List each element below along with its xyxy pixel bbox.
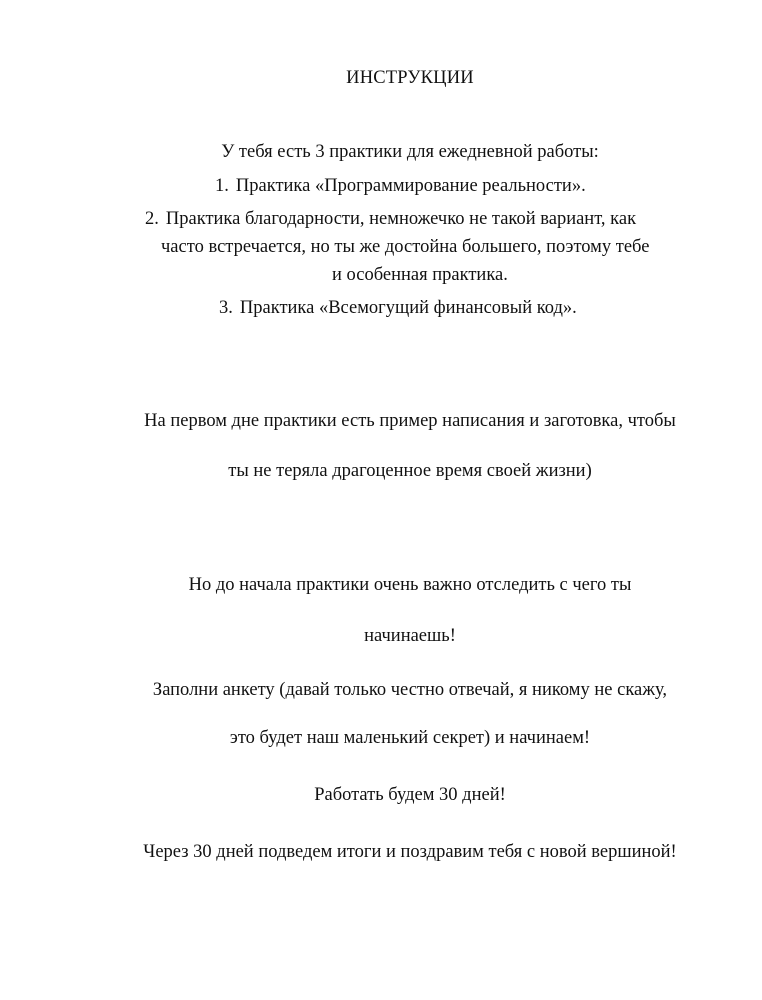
practice-number: 2.: [145, 209, 159, 229]
intro-text: У тебя есть 3 практики для ежедневной работы:: [221, 142, 599, 162]
paragraph-1-line-1: На первом дне практики есть пример написания и заготовка, чтобы: [144, 411, 676, 431]
practice-number: 1.: [215, 176, 229, 196]
page-title: ИНСТРУКЦИИ: [346, 68, 474, 88]
practice-text-line-1: Практика благодарности, немножечко не такой вариант, как: [165, 209, 637, 229]
practice-item-2: [145, 205, 715, 289]
practice-number: 3.: [219, 298, 233, 318]
practice-item-3: [219, 294, 577, 322]
paragraph-2-line-1: Но до начала практики очень важно отследить с чего ты: [188, 575, 632, 595]
paragraph-3-line-1: Заполни анкету (давай только честно отвечай, я никому не скажу,: [152, 680, 668, 700]
practice-text: Практика «Программирование реальности».: [235, 176, 586, 196]
practice-text-line-2: часто встречается, но ты же достойна большего, поэтому тебе: [161, 237, 650, 257]
paragraph-2-line-2: начинаешь!: [364, 626, 456, 646]
duration-text: Работать будем 30 дней!: [314, 785, 506, 805]
closing-text: Через 30 дней подведем итоги и поздравим тебя с новой вершиной!: [143, 842, 677, 862]
practice-item-1: [215, 172, 586, 200]
paragraph-3-line-2: это будет наш маленький секрет) и начинаем!: [229, 728, 591, 748]
practice-text: Практика «Всемогущий финансовый код».: [239, 298, 577, 318]
practice-text-line-3: и особенная практика.: [332, 265, 508, 285]
paragraph-1-line-2: ты не теряла драгоценное время своей жизни): [228, 461, 592, 481]
